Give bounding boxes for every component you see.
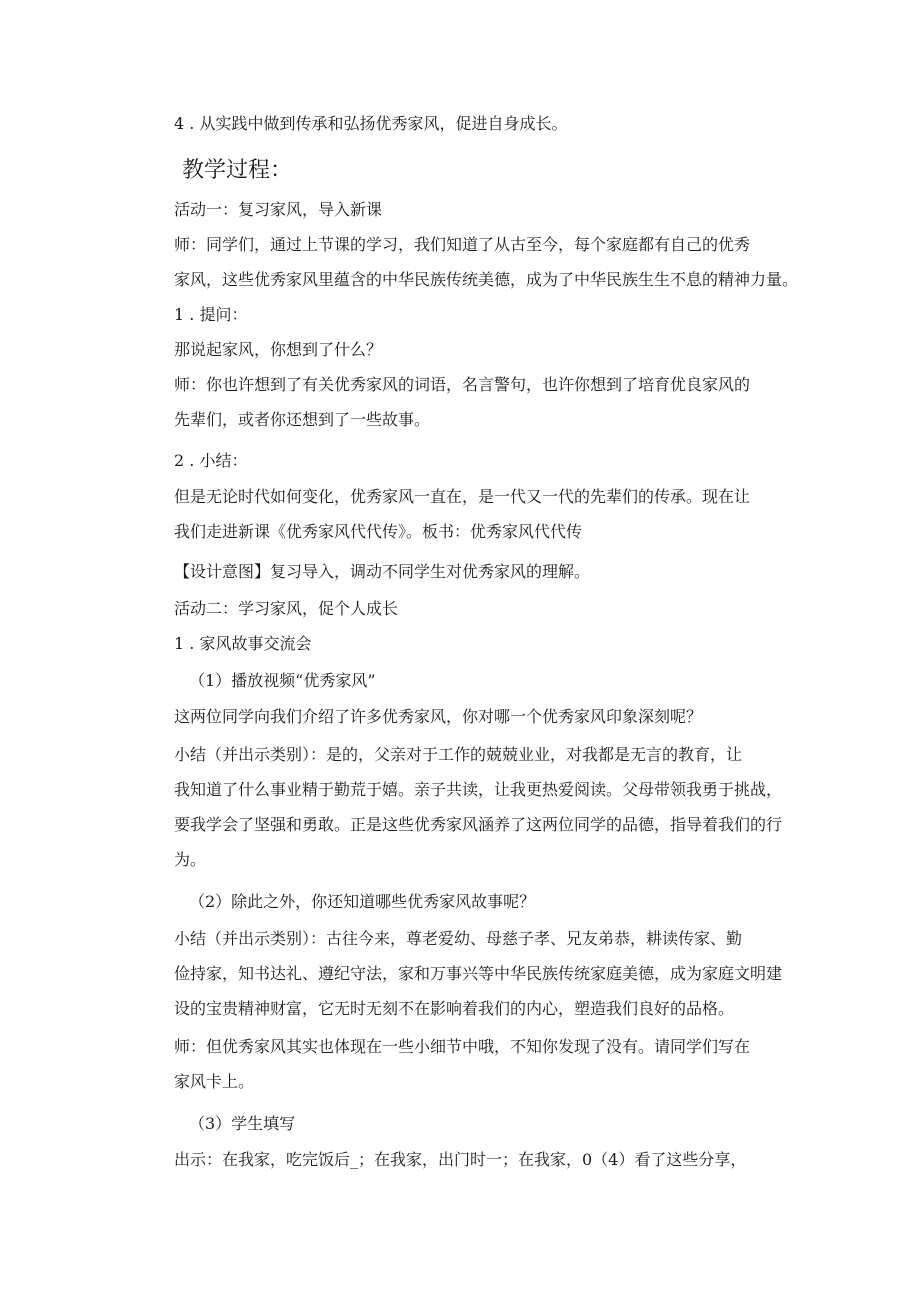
paragraph-line: 那说起家风，你想到了什么？ xyxy=(174,340,383,359)
sub-step-2-question: （2）除此之外，你还知道哪些优秀家风故事呢？ xyxy=(189,892,536,911)
paragraph-line: 要我学会了坚强和勇敢。正是这些优秀家风涵养了这两位同学的品德，指导着我们的行 xyxy=(174,815,783,834)
paragraph-line: 我知道了什么事业精于勤荒于嬉。亲子共读，让我更热爱阅读。父母带领我勇于挑战， xyxy=(174,780,783,799)
paragraph-line: 家风卡上。 xyxy=(174,1072,255,1091)
paragraph-line: 但是无论时代如何变化，优秀家风一直在，是一代又一代的先辈们的传承。现在让 xyxy=(174,487,751,506)
paragraph-line: 俭持家，知书达礼、遵纪守法，家和万事兴等中华民族传统家庭美德，成为家庭文明建 xyxy=(174,964,783,983)
paragraph-line: 先辈们，或者你还想到了一些故事。 xyxy=(174,410,431,429)
sub-step-3-fill: （3）学生填写 xyxy=(189,1114,296,1133)
activity-one-title: 活动一：复习家风，导入新课 xyxy=(174,200,383,219)
objective-item-4: 4 . 从实践中做到传承和弘扬优秀家风，促进自身成长。 xyxy=(174,114,568,133)
paragraph-line: 师：你也许想到了有关优秀家风的词语，名言警句，也许你想到了培育优良家风的 xyxy=(174,375,751,394)
design-intent: 【设计意图】复习导入，调动不同学生对优秀家风的理解。 xyxy=(174,562,591,581)
paragraph-line: 师：但优秀家风其实也体现在一些小细节中哦，不知你发现了没有。请同学们写在 xyxy=(174,1037,751,1056)
paragraph-line: 小结（并出示类别）：古往今来，尊老爱幼、母慈子孝、兄友弟恭，耕读传家、勤 xyxy=(174,929,743,948)
step-1-story-meeting: 1 . 家风故事交流会 xyxy=(174,634,312,653)
paragraph-line: 小结（并出示类别）：是的，父亲对于工作的兢兢业业，对我都是无言的教育，让 xyxy=(174,745,743,764)
paragraph-line: 这两位同学向我们介绍了许多优秀家风，你对哪一个优秀家风印象深刻呢？ xyxy=(174,707,703,726)
step-1-question: 1 . 提问： xyxy=(174,305,248,324)
paragraph-line: 出示：在我家，吃完饭后_；在我家，出门时一；在我家，0（4）看了这些分享， xyxy=(174,1150,747,1169)
paragraph-line: 家风，这些优秀家风里蕴含的中华民族传统美德，成为了中华民族生生不息的精神力量。 xyxy=(174,270,799,289)
paragraph-line: 为。 xyxy=(174,850,207,869)
paragraph-line: 师：同学们，通过上节课的学习，我们知道了从古至今，每个家庭都有自己的优秀 xyxy=(174,235,751,254)
paragraph-line: 设的宝贵精神财富，它无时无刻不在影响着我们的内心，塑造我们良好的品格。 xyxy=(174,999,735,1018)
paragraph-line: 我们走进新课《优秀家风代代传》。板书：优秀家风代代传 xyxy=(174,522,583,541)
sub-step-1-video: （1）播放视频“优秀家风” xyxy=(189,671,376,690)
section-heading-teaching-process: 教学过程： xyxy=(182,158,293,183)
step-2-summary: 2 . 小结： xyxy=(174,451,248,470)
activity-two-title: 活动二：学习家风，促个人成长 xyxy=(174,599,399,618)
